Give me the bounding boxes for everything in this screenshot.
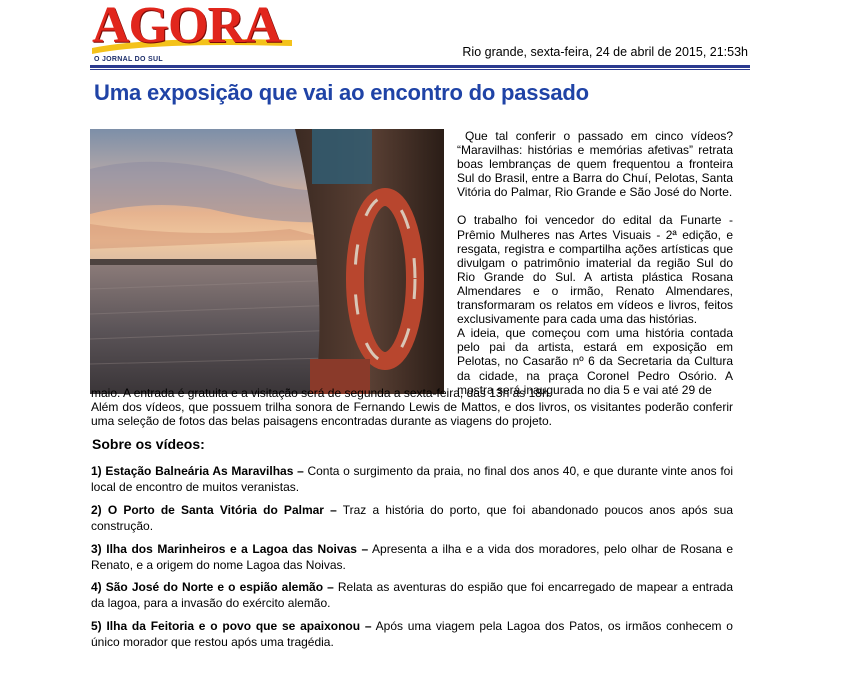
- video-desc: Relata as aventuras do espião que foi encarregado de mapear a entrada da lagoa, para a invasão do exército alemão.: [91, 580, 733, 610]
- video-title: 2) O Porto de Santa Vitória do Palmar –: [91, 503, 337, 517]
- paragraph-exposicao: A ideia, que começou com uma história contada pelo pai da artista, estará em exposição em Pelotas, no Casarão nº 6 da Secretaria da Cultura da cidade, na praça Coronel Pedro Osório. A mostra será inaugurada no dia 5 e vai até 29 de: [457, 326, 733, 397]
- paragraph-visitacao: maio. A entrada é gratuita e a visitação será de segunda a sexta-feira, das 13h às 18h.: [91, 386, 552, 400]
- article-photo: [90, 129, 444, 394]
- article-full-width: [91, 386, 733, 428]
- video-desc: Traz a história do porto, que foi abandonado poucos anos após sua construção.: [91, 503, 733, 533]
- video-title: 1) Estação Balneária As Maravilhas –: [91, 464, 304, 478]
- video-item-1: [91, 464, 733, 495]
- video-item-2: [91, 503, 733, 534]
- logo-subtitle: O JORNAL DO SUL: [94, 56, 163, 63]
- newspaper-logo: [92, 0, 297, 64]
- section-title-videos: Sobre os vídeos:: [92, 436, 205, 452]
- paragraph-trilha: Além dos vídeos, que possuem trilha sonora de Fernando Lewis de Mattos, e dos livros, os visitantes poderão conferir uma seleção de fotos das belas paisagens encontradas durante as viagens do projeto.: [91, 400, 733, 429]
- video-desc: Conta o surgimento da praia, no final dos anos 40, e que durante vinte anos foi local de encontro de muitos veranistas.: [91, 464, 733, 494]
- paragraph-funarte: O trabalho foi vencedor do edital da Funarte - Prêmio Mulheres nas Artes Visuais - 2ª edição, e resgata, registra e compartilha ações artísticas que divulgam o patrimônio imaterial da região Sul do Rio Grande do Sul. A artista plástica Rosana Almendares e o irmão, Renato Almendares, transformaram os relatos em vídeos e livros, feitos exclusivamente para cada uma das histórias.: [457, 213, 733, 327]
- video-item-4: [91, 580, 733, 611]
- video-title: 4) São José do Norte e o espião alemão –: [91, 580, 334, 594]
- sunset-boat-image: [90, 129, 444, 394]
- video-desc: Apresenta a ilha e a vida dos moradores, pelo olhar de Rosana e Renato, e a origem do nome Lagoa das Noivas.: [91, 542, 733, 572]
- video-item-3: [91, 542, 733, 573]
- dateline: Rio grande, sexta-feira, 24 de abril de 2015, 21:53h: [462, 45, 748, 59]
- header-rule: [90, 65, 750, 68]
- video-title: 5) Ilha da Feitoria e o povo que se apaixonou –: [91, 619, 372, 633]
- video-desc: Após uma viagem pela Lagoa dos Patos, os irmãos conhecem o único morador que restou após uma tragédia.: [91, 619, 733, 649]
- paragraph-intro: Que tal conferir o passado em cinco vídeos? “Maravilhas: histórias e memórias afetivas” retrata boas lembranças de quem frequentou a fronteira Sul do Brasil, entre a Barra do Chuí, Pelotas, Santa Vitória do Palmar, Rio Grande e São José do Norte.: [457, 129, 733, 200]
- logo-text: AGORA: [92, 0, 281, 54]
- article-headline: Uma exposição que vai ao encontro do passado: [94, 80, 589, 105]
- video-item-5: [91, 619, 733, 650]
- header-rule-thin: [90, 69, 750, 70]
- video-title: 3) Ilha dos Marinheiros e a Lagoa das Noivas –: [91, 542, 369, 556]
- article-right-column: [457, 129, 733, 397]
